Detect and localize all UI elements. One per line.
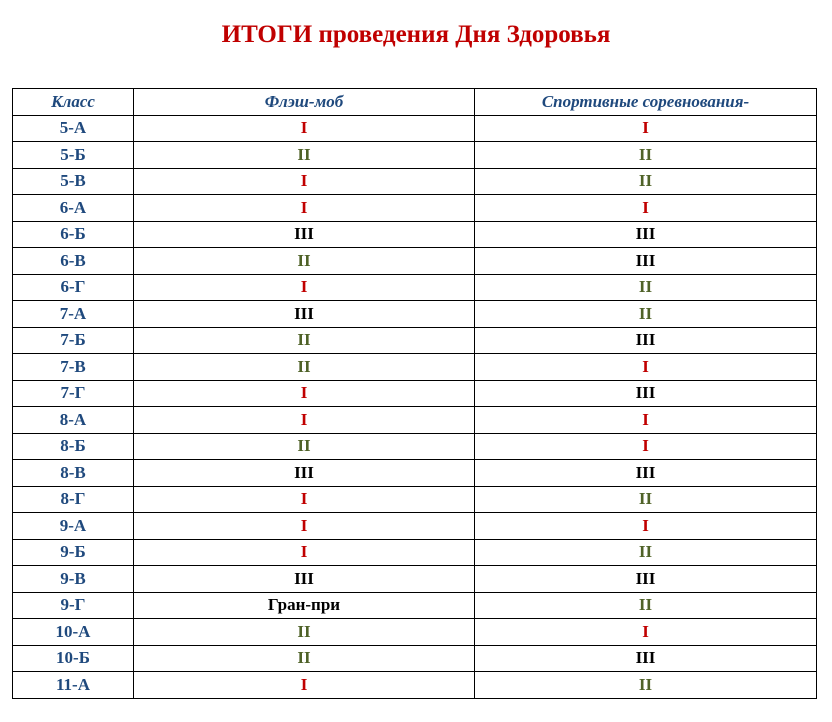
sports-result-cell: III (475, 645, 817, 672)
flashmob-result-cell: I (134, 513, 475, 540)
column-header-sports: Спортивные соревнования- (475, 89, 817, 116)
sports-result-cell: III (475, 248, 817, 275)
sports-result-cell: I (475, 354, 817, 381)
class-cell: 9-А (13, 513, 134, 540)
table-row (13, 513, 817, 540)
class-cell: 7-Б (13, 327, 134, 354)
flashmob-result-cell: III (134, 301, 475, 328)
class-cell: 8-В (13, 460, 134, 487)
sports-result-cell: II (475, 539, 817, 566)
class-cell: 9-В (13, 566, 134, 593)
class-cell: 7-Г (13, 380, 134, 407)
table-row (13, 354, 817, 381)
table-row (13, 248, 817, 275)
flashmob-result-cell: I (134, 486, 475, 513)
table-row (13, 566, 817, 593)
table-row (13, 195, 817, 222)
table-row (13, 539, 817, 566)
class-cell: 6-Б (13, 221, 134, 248)
sports-result-cell: II (475, 301, 817, 328)
sports-result-cell: II (475, 592, 817, 619)
flashmob-result-cell: I (134, 672, 475, 699)
class-cell: 8-Б (13, 433, 134, 460)
table-row (13, 274, 817, 301)
table-row (13, 592, 817, 619)
table-row (13, 486, 817, 513)
sports-result-cell: II (475, 142, 817, 169)
class-cell: 8-А (13, 407, 134, 434)
sports-result-cell: I (475, 619, 817, 646)
flashmob-result-cell: II (134, 327, 475, 354)
class-cell: 5-А (13, 115, 134, 142)
flashmob-result-cell: I (134, 274, 475, 301)
flashmob-result-cell: I (134, 539, 475, 566)
table-row (13, 645, 817, 672)
table-row (13, 380, 817, 407)
table-row (13, 672, 817, 699)
flashmob-result-cell: II (134, 619, 475, 646)
class-cell: 5-В (13, 168, 134, 195)
flashmob-result-cell: I (134, 380, 475, 407)
class-cell: 9-Б (13, 539, 134, 566)
class-cell: 7-В (13, 354, 134, 381)
sports-result-cell: II (475, 168, 817, 195)
table-row (13, 460, 817, 487)
class-cell: 10-А (13, 619, 134, 646)
flashmob-result-cell: II (134, 433, 475, 460)
sports-result-cell: III (475, 460, 817, 487)
sports-result-cell: I (475, 433, 817, 460)
sports-result-cell: III (475, 327, 817, 354)
flashmob-result-cell: Гран-при (134, 592, 475, 619)
flashmob-result-cell: I (134, 115, 475, 142)
sports-result-cell: I (475, 407, 817, 434)
class-cell: 8-Г (13, 486, 134, 513)
sports-result-cell: II (475, 274, 817, 301)
sports-result-cell: I (475, 115, 817, 142)
flashmob-result-cell: II (134, 142, 475, 169)
page-title: ИТОГИ проведения Дня Здоровья (221, 21, 611, 48)
class-cell: 5-Б (13, 142, 134, 169)
sports-result-cell: III (475, 380, 817, 407)
table-body (13, 115, 817, 698)
table-row (13, 407, 817, 434)
sports-result-cell: II (475, 486, 817, 513)
results-table (12, 88, 817, 699)
class-cell: 11-А (13, 672, 134, 699)
flashmob-result-cell: III (134, 460, 475, 487)
table-row (13, 327, 817, 354)
column-header-class: Класс (13, 89, 134, 116)
sports-result-cell: III (475, 221, 817, 248)
sports-result-cell: II (475, 672, 817, 699)
class-cell: 6-А (13, 195, 134, 222)
sports-result-cell: I (475, 513, 817, 540)
flashmob-result-cell: II (134, 248, 475, 275)
class-cell: 10-Б (13, 645, 134, 672)
class-cell: 7-А (13, 301, 134, 328)
table-row (13, 115, 817, 142)
flashmob-result-cell: I (134, 195, 475, 222)
flashmob-result-cell: II (134, 354, 475, 381)
table-header-row (13, 89, 817, 116)
class-cell: 6-В (13, 248, 134, 275)
flashmob-result-cell: II (134, 645, 475, 672)
table-row (13, 433, 817, 460)
table-row (13, 301, 817, 328)
column-header-flashmob: Флэш-моб (134, 89, 475, 116)
table-row (13, 142, 817, 169)
sports-result-cell: I (475, 195, 817, 222)
table-row (13, 221, 817, 248)
flashmob-result-cell: III (134, 221, 475, 248)
sports-result-cell: III (475, 566, 817, 593)
flashmob-result-cell: I (134, 407, 475, 434)
class-cell: 9-Г (13, 592, 134, 619)
class-cell: 6-Г (13, 274, 134, 301)
table-row (13, 168, 817, 195)
flashmob-result-cell: I (134, 168, 475, 195)
table-row (13, 619, 817, 646)
flashmob-result-cell: III (134, 566, 475, 593)
